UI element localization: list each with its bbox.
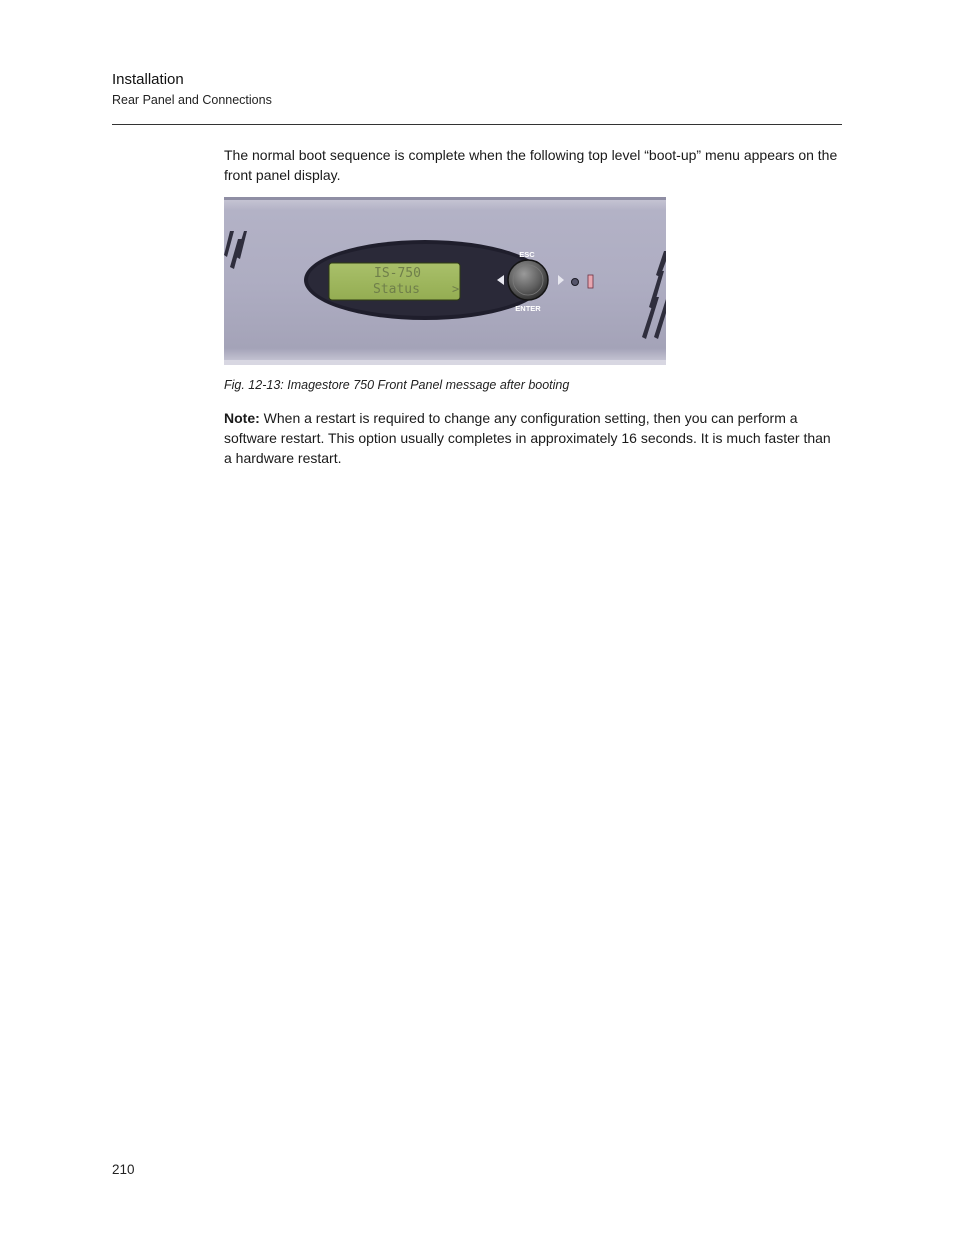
lcd-arrow: > <box>452 282 460 296</box>
header-divider <box>112 124 842 125</box>
header-subtitle: Rear Panel and Connections <box>112 93 272 107</box>
status-led <box>572 279 579 286</box>
lcd-line-1: IS-750 <box>374 266 421 281</box>
navigation-knob <box>508 260 548 300</box>
enter-label: ENTER <box>515 304 541 313</box>
page-number: 210 <box>112 1162 135 1177</box>
note-label: Note: <box>224 410 260 426</box>
note-paragraph <box>224 408 842 468</box>
alarm-led <box>588 275 593 288</box>
figure-caption: Fig. 12-13: Imagestore 750 Front Panel message after booting <box>224 378 570 392</box>
intro-paragraph: The normal boot sequence is complete when the following top level “boot-up” menu appears on the front panel display. <box>224 147 838 183</box>
esc-label: ESC <box>519 250 535 259</box>
front-panel-photo <box>224 197 666 365</box>
lcd-line-2: Status <box>373 282 420 297</box>
header-title: Installation <box>112 71 184 88</box>
note-text: When a restart is required to change any configuration setting, then you can perform a software restart. This option usually completes in approximately 16 seconds. It is much faster than a hardware restart. <box>224 410 831 466</box>
